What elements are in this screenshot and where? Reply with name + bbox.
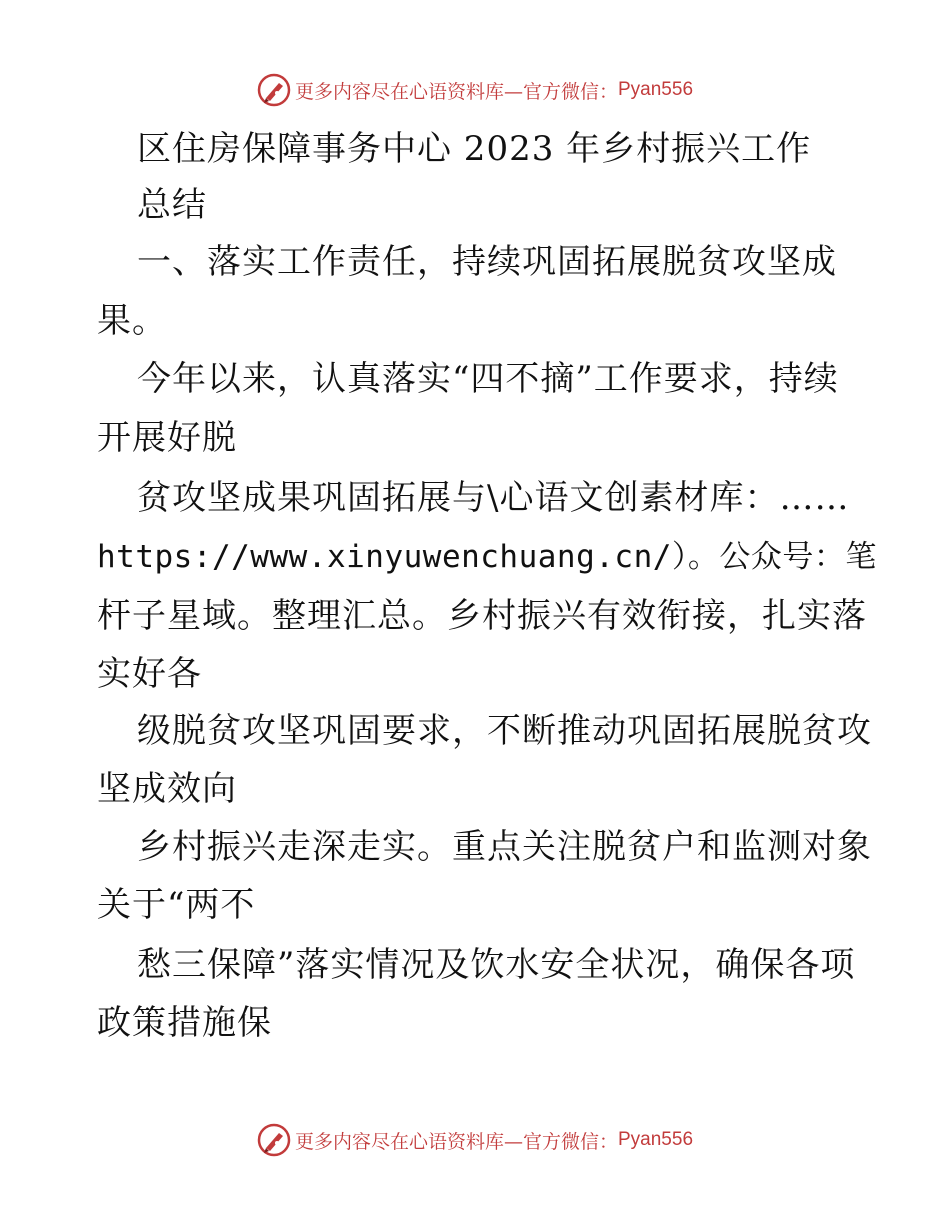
paragraph-line: 政策措施保 — [97, 1003, 272, 1043]
paragraph-line: 开展好脱 — [97, 418, 237, 458]
watermark-text: 更多内容尽在心语资料库—官方微信： — [294, 1130, 618, 1153]
paragraph-line: 坚成效向 — [97, 769, 237, 809]
paragraph-line: 乡村振兴走深走实。重点关注脱贫户和监测对象 — [137, 827, 872, 867]
paragraph-line: 果。 — [97, 301, 167, 341]
paragraph-line: 杆子星域。整理汇总。乡村振兴有效衔接，扎实落 — [97, 596, 867, 636]
paragraph-line-url: https://www.xinyuwenchuang.cn/）。公众号：笔 — [97, 539, 877, 575]
watermark-contact: Pyan556 — [618, 1129, 694, 1150]
document-title-line-2: 总结 — [137, 185, 207, 225]
pen-logo-icon — [257, 1123, 291, 1157]
paragraph-line: 关于“两不 — [97, 885, 256, 925]
watermark-contact: Pyan556 — [618, 79, 694, 100]
watermark-text: 更多内容尽在心语资料库—官方微信： — [294, 80, 618, 103]
section-heading-line: 一、落实工作责任，持续巩固拓展脱贫攻坚成 — [137, 242, 837, 282]
header-watermark — [0, 70, 950, 110]
paragraph-line: 愁三保障”落实情况及饮水安全状况，确保各项 — [137, 945, 856, 985]
pen-logo-icon — [257, 73, 291, 107]
paragraph-line: 今年以来，认真落实“四不摘”工作要求，持续 — [137, 359, 839, 399]
paragraph-line: 级脱贫攻坚巩固要求，不断推动巩固拓展脱贫攻 — [137, 711, 872, 751]
paragraph-line: 贫攻坚成果巩固拓展与\心语文创素材库：…… — [137, 478, 850, 518]
paragraph-line: 实好各 — [97, 654, 202, 694]
document-title-line-1: 区住房保障事务中心 2023 年乡村振兴工作 — [137, 129, 812, 169]
footer-watermark — [0, 1120, 950, 1160]
